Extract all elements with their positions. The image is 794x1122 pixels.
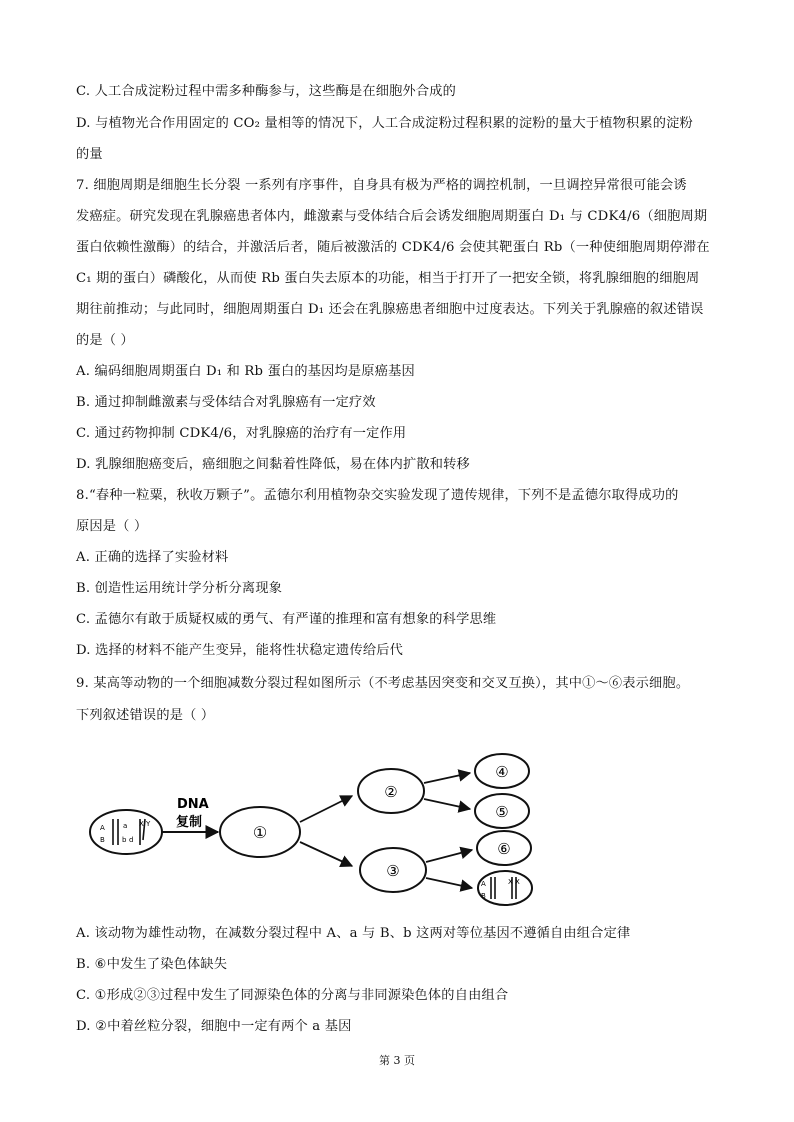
option-line: C. 通过药物抑制 CDK4/6，对乳腺癌的治疗有一定作用 — [76, 426, 407, 441]
option-d: D. ②中着丝粒分裂，细胞中一定有两个 a 基因 — [76, 1019, 352, 1034]
text-line: 下列叙述错误的是（ ） — [76, 708, 215, 723]
replication-label: 复制 — [176, 815, 203, 830]
text-line: 发癌症。研究发现在乳腺癌患者体内，雌激素与受体结合后会诱发细胞周期蛋白 D₁ 与 CDK4/6（细胞周期 — [76, 209, 708, 224]
option-line: C. 孟德尔有敢于质疑权威的勇气、有严谨的推理和富有想象的科学思维 — [76, 612, 497, 627]
text-line: 期往前推动；与此同时，细胞周期蛋白 D₁ 还会在乳腺癌患者细胞中过度表达。下列关于乳腺癌的叙述错误 — [76, 302, 704, 317]
gene-label: A — [481, 880, 486, 888]
cell-4 — [475, 754, 529, 788]
text-line: C. 人工合成淀粉过程中需多种酶参与，这些酶是在细胞外合成的 — [76, 84, 457, 99]
text-line: 9. 某高等动物的一个细胞减数分裂过程如图所示（不考虑基因突变和交叉互换），其中①～⑥表示细胞。 — [76, 676, 690, 691]
cell-5 — [475, 794, 529, 828]
option-line: B. 通过抑制雌激素与受体结合对乳腺癌有一定疗效 — [76, 395, 376, 410]
text-line: 8.“春种一粒粟，秋收万颗子”。孟德尔利用植物杂交实验发现了遗传规律，下列不是孟德尔取得成功的 — [76, 488, 679, 503]
gene-label: X — [139, 820, 144, 828]
gene-label: a — [123, 822, 128, 830]
text-line: C₁ 期的蛋白）磷酸化，从而使 Rb 蛋白失去原本的功能，相当于打开了一把安全锁，将乳腺细胞的细胞周 — [76, 271, 700, 286]
cell-1-label: ① — [252, 823, 268, 842]
cell-2 — [358, 769, 424, 813]
cell-5-label: ⑤ — [495, 803, 509, 821]
text-line: 的量 — [76, 147, 103, 162]
start-cell — [90, 810, 162, 854]
gene-label: b — [122, 836, 127, 844]
option-c: C. ①形成②③过程中发生了同源染色体的分离与非同源染色体的自由组合 — [76, 988, 509, 1003]
gene-label: X — [508, 878, 513, 886]
text-line: D. 与植物光合作用固定的 CO₂ 量相等的情况下，人工合成淀粉过程积累的淀粉的量大于植物积累的淀粉 — [76, 116, 693, 131]
option-b: B. ⑥中发生了染色体缺失 — [76, 957, 228, 972]
option-line: B. 创造性运用统计学分析分离现象 — [76, 581, 283, 596]
gene-label: A — [100, 824, 105, 832]
option-a: A. 该动物为雄性动物，在减数分裂过程中 A、a 与 B、b 这两对等位基因不遵循自由组合定律 — [76, 926, 631, 941]
cell-3-label: ③ — [386, 862, 400, 880]
text-line: 7. 细胞周期是细胞生长分裂 一系列有序事件，自身具有极为严格的调控机制，一旦调控异常很可能会诱 — [76, 178, 687, 193]
option-line: A. 编码细胞周期蛋白 D₁ 和 Rb 蛋白的基因均是原癌基因 — [76, 364, 415, 379]
option-line: D. 选择的材料不能产生变异，能将性状稳定遗传给后代 — [76, 643, 403, 658]
gene-label: B — [481, 892, 486, 900]
text-line: 的是（ ） — [76, 333, 134, 348]
gene-label: X — [515, 878, 520, 886]
cell-3 — [360, 848, 426, 892]
dna-replication-arrow — [162, 797, 218, 832]
page-number: 第 3 页 — [379, 1054, 415, 1067]
gene-label: B — [100, 836, 105, 844]
cell-6-label: ⑥ — [497, 840, 511, 858]
cell-6 — [477, 831, 531, 865]
gene-label: d — [129, 836, 134, 844]
cell-4-label: ④ — [495, 763, 509, 781]
text-line: 蛋白依赖性激酶）的结合，并激活后者，随后被激活的 CDK4/6 会使其靶蛋白 Rb（一种使细胞周期停滞在 — [76, 240, 710, 255]
text-line: 原因是（ ） — [76, 519, 148, 534]
cell-1 — [220, 807, 300, 857]
cell-last — [478, 871, 532, 905]
option-line: D. 乳腺细胞癌变后，癌细胞之间黏着性降低，易在体内扩散和转移 — [76, 457, 470, 472]
option-line: A. 正确的选择了实验材料 — [76, 550, 229, 565]
cell-2-label: ② — [384, 783, 398, 801]
gene-label: Y — [146, 820, 151, 828]
dna-label: DNA — [177, 797, 209, 812]
